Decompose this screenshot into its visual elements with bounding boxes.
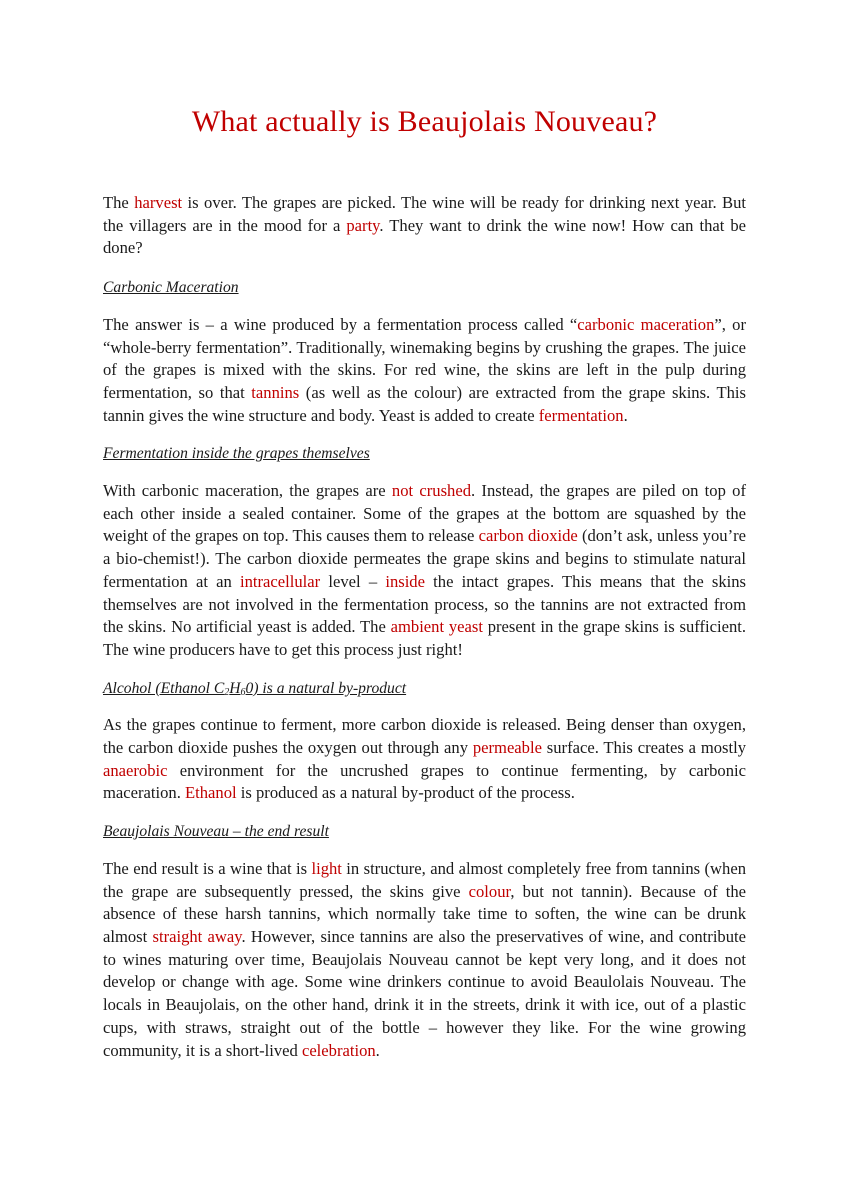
text-run: 0) is a natural by-product (245, 679, 407, 697)
highlighted-term: not crushed (391, 481, 471, 501)
subscript: 6 (240, 686, 246, 698)
text-run: The answer is – a wine produced by a fermentation process called “ (103, 314, 578, 334)
document-body (103, 192, 746, 1062)
section-heading-alcohol (103, 678, 746, 701)
paragraph-alcohol (103, 714, 746, 805)
highlighted-term: carbon dioxide (478, 526, 578, 546)
highlighted-term: inside (385, 571, 425, 591)
highlighted-term: light (311, 858, 342, 878)
highlighted-term: colour (468, 881, 511, 901)
text-run: The (103, 193, 135, 212)
text-run: , but not tannin). Because of the absence of these harsh tannins, which normally take time to soften, the wine can be drunk almost (103, 881, 746, 946)
text-run: Carbonic Maceration (103, 279, 239, 297)
text-run: the intact grapes. This means that the skins themselves are not involved in the fermentation process, so the tannins are not extracted from the skins. No artificial yeast is added. The (103, 571, 747, 637)
highlighted-term: tannins (251, 382, 300, 402)
highlighted-term: ambient yeast (390, 617, 483, 637)
text-run: present in the grape skins is sufficient. The wine producers have to get this process just right! (103, 617, 747, 659)
text-run: . Instead, the grapes are piled on top of each other inside a sealed container. Some of the grapes at the bottom are squashed by the weight of the grapes on top. This causes them to release (103, 481, 746, 546)
text-run: . (623, 405, 628, 425)
highlighted-term: anaerobic (103, 760, 168, 780)
text-run: H (229, 679, 241, 697)
text-run: As the grapes continue to ferment, more carbon dioxide is released. Being denser than oxygen, the carbon dioxide pushes the oxygen out through any (103, 715, 746, 758)
text-run: With carbonic maceration, the grapes are (103, 481, 392, 501)
highlighted-term: Ethanol (185, 783, 237, 803)
text-run: Beaujolais Nouveau – the end result (103, 823, 329, 841)
document-title: What actually is Beaujolais Nouveau? (191, 105, 658, 138)
text-run: The end result is a wine that is (103, 858, 312, 878)
text-run: Fermentation inside the grapes themselves (103, 445, 370, 463)
intro-paragraph (103, 192, 746, 260)
text-run: is over. The grapes are picked. The wine will be ready for drinking next year. But the villagers are in the mood for a (103, 193, 746, 235)
section-heading-carbonic-maceration (103, 277, 746, 300)
highlighted-term: carbonic maceration (577, 314, 715, 334)
highlighted-term: intracellular (240, 571, 321, 591)
paragraph-carbonic-maceration (103, 314, 746, 428)
text-run: environment for the uncrushed grapes to continue fermenting, by carbonic maceration. (103, 760, 746, 803)
highlighted-term: fermentation (538, 405, 624, 425)
paragraph-fermentation-inside (103, 480, 746, 662)
text-run: . (375, 1040, 380, 1060)
highlighted-term: harvest (134, 193, 183, 212)
highlighted-term: party (346, 215, 380, 235)
text-run: surface. This creates a mostly (541, 738, 747, 758)
text-run: . However, since tannins are also the preservatives of wine, and contribute to wines maturing over time, Beaujolais Nouveau cannot be kept very long, and it does not develop or change with age. Some wine drinkers continue to avoid Beaulolais Nouveau. The locals in Beaujolais, on the other hand, drink it in the streets, drink it with ice, out of a plastic cups, with straws, straight out of the bottle – however they like. For the wine growing community, it is a short-lived (103, 926, 747, 1060)
text-run: (don’t ask, unless you’re a bio-chemist!). The carbon dioxide permeates the grape skins and begins to stimulate natural fermentation at an (103, 526, 746, 591)
highlighted-term: permeable (472, 738, 542, 758)
text-run: . They want to drink the wine now! How can that be done? (103, 215, 747, 258)
text-run: ”, or “whole-berry fermentation”. Traditionally, winemaking begins by crushing the grapes. The juice of the grapes is mixed with the skins. For red wine, the skins are left in the pulp during fermentation, so that (103, 314, 746, 402)
text-run: is produced as a natural by-product of the process. (236, 783, 575, 803)
text-run: Alcohol (Ethanol C (103, 679, 225, 697)
text-run: level – (320, 571, 386, 591)
text-run: (as well as the colour) are extracted from the grape skins. This tannin gives the wine structure and body. Yeast is added to create (103, 382, 746, 425)
paragraph-end-result (103, 858, 746, 1062)
subscript: 2 (224, 686, 230, 698)
section-heading-fermentation-inside (103, 443, 746, 466)
text-run: in structure, and almost completely free from tannins (when the grape are subsequently pressed, the skins give (103, 858, 746, 901)
section-heading-end-result (103, 821, 746, 844)
highlighted-term: straight away (152, 926, 242, 946)
highlighted-term: celebration (301, 1040, 376, 1060)
